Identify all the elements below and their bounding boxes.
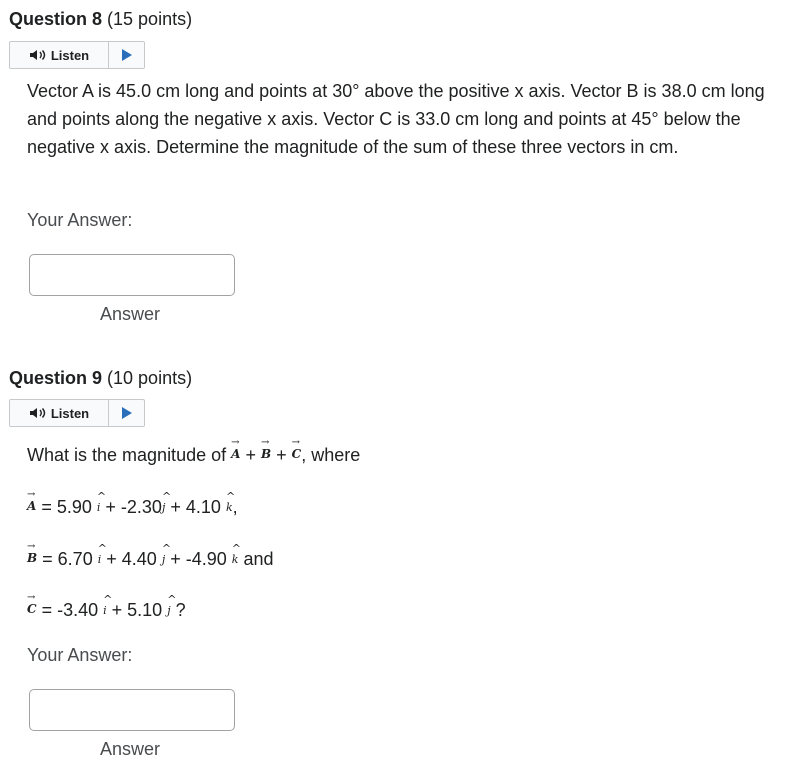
vector-b-y: + 4.40: [101, 549, 162, 569]
question-9-title: [9, 368, 192, 389]
your-answer-label: Your Answer:: [27, 210, 133, 230]
readspeaker-player: [9, 41, 145, 69]
listen-label: Listen: [50, 405, 90, 421]
play-icon: [121, 49, 133, 61]
vector-c-end: ?: [170, 600, 186, 620]
unit-i: ^ i: [97, 542, 107, 566]
vector-a-y: + -2.30: [100, 497, 162, 517]
readspeaker-player: [9, 399, 145, 427]
vector-a-x: = 5.90: [36, 497, 97, 517]
listen-button[interactable]: [10, 42, 109, 68]
vector-c-x: = -3.40: [36, 600, 104, 620]
answer-input[interactable]: [29, 689, 235, 731]
play-button[interactable]: [109, 42, 144, 68]
vector-a-end: ,: [232, 497, 238, 517]
vector-b-end: and: [238, 549, 274, 569]
vector-c-y: + 5.10: [106, 600, 168, 620]
vector-a-definition: [27, 489, 238, 518]
unit-k: ^ k: [225, 490, 236, 514]
question-9-prompt: [27, 437, 361, 466]
vector-b-symbol: → B: [27, 541, 38, 565]
vector-a-symbol: → A: [27, 489, 37, 513]
prompt-text: What is the magnitude of: [27, 445, 232, 465]
question-8-title: [9, 9, 192, 30]
play-button[interactable]: [109, 400, 144, 426]
unit-i: ^ i: [96, 490, 107, 514]
vector-b-definition: [27, 541, 274, 570]
vector-c-definition: [27, 592, 186, 621]
question-points: (10 points): [107, 368, 193, 388]
speaker-icon: [29, 49, 47, 61]
question-number: Question 8: [9, 9, 103, 29]
unit-k: ^ k: [231, 542, 241, 566]
listen-button[interactable]: [10, 400, 109, 426]
prompt-text-end: , where: [301, 445, 361, 465]
vector-b-symbol: → B: [260, 437, 272, 461]
unit-i: ^ i: [103, 593, 113, 617]
speaker-icon: [29, 407, 47, 419]
unit-j: ^ j: [167, 593, 177, 617]
question-8-text: Vector A is 45.0 cm long and points at 30° above the positive x axis. Vector B is 38.0 cm long and points along the negative x axis. Vector C is 33.0 cm long and points at 45° below the negative x axis. Determine the magnitude of the sum of these three vectors in cm.: [27, 81, 765, 157]
question-points: (15 points): [107, 9, 193, 29]
your-answer-label: Your Answer:: [27, 645, 133, 665]
unit-j: ^ j: [161, 542, 172, 566]
vector-c-symbol: → C: [27, 592, 37, 616]
plus-sign: +: [276, 445, 287, 465]
vector-a-z: + 4.10: [165, 497, 226, 517]
vector-b-x: = 6.70: [37, 549, 98, 569]
listen-label: Listen: [50, 47, 90, 63]
plus-sign: +: [245, 445, 256, 465]
answer-caption: Answer: [100, 304, 161, 324]
vector-a-symbol: → A: [231, 437, 241, 461]
vector-b-z: + -4.90: [165, 549, 232, 569]
answer-caption: Answer: [100, 739, 161, 759]
vector-c-symbol: → C: [291, 437, 302, 461]
play-icon: [121, 407, 133, 419]
question-number: Question 9: [9, 368, 103, 388]
unit-j: ^ j: [161, 490, 172, 514]
answer-input[interactable]: [29, 254, 235, 296]
